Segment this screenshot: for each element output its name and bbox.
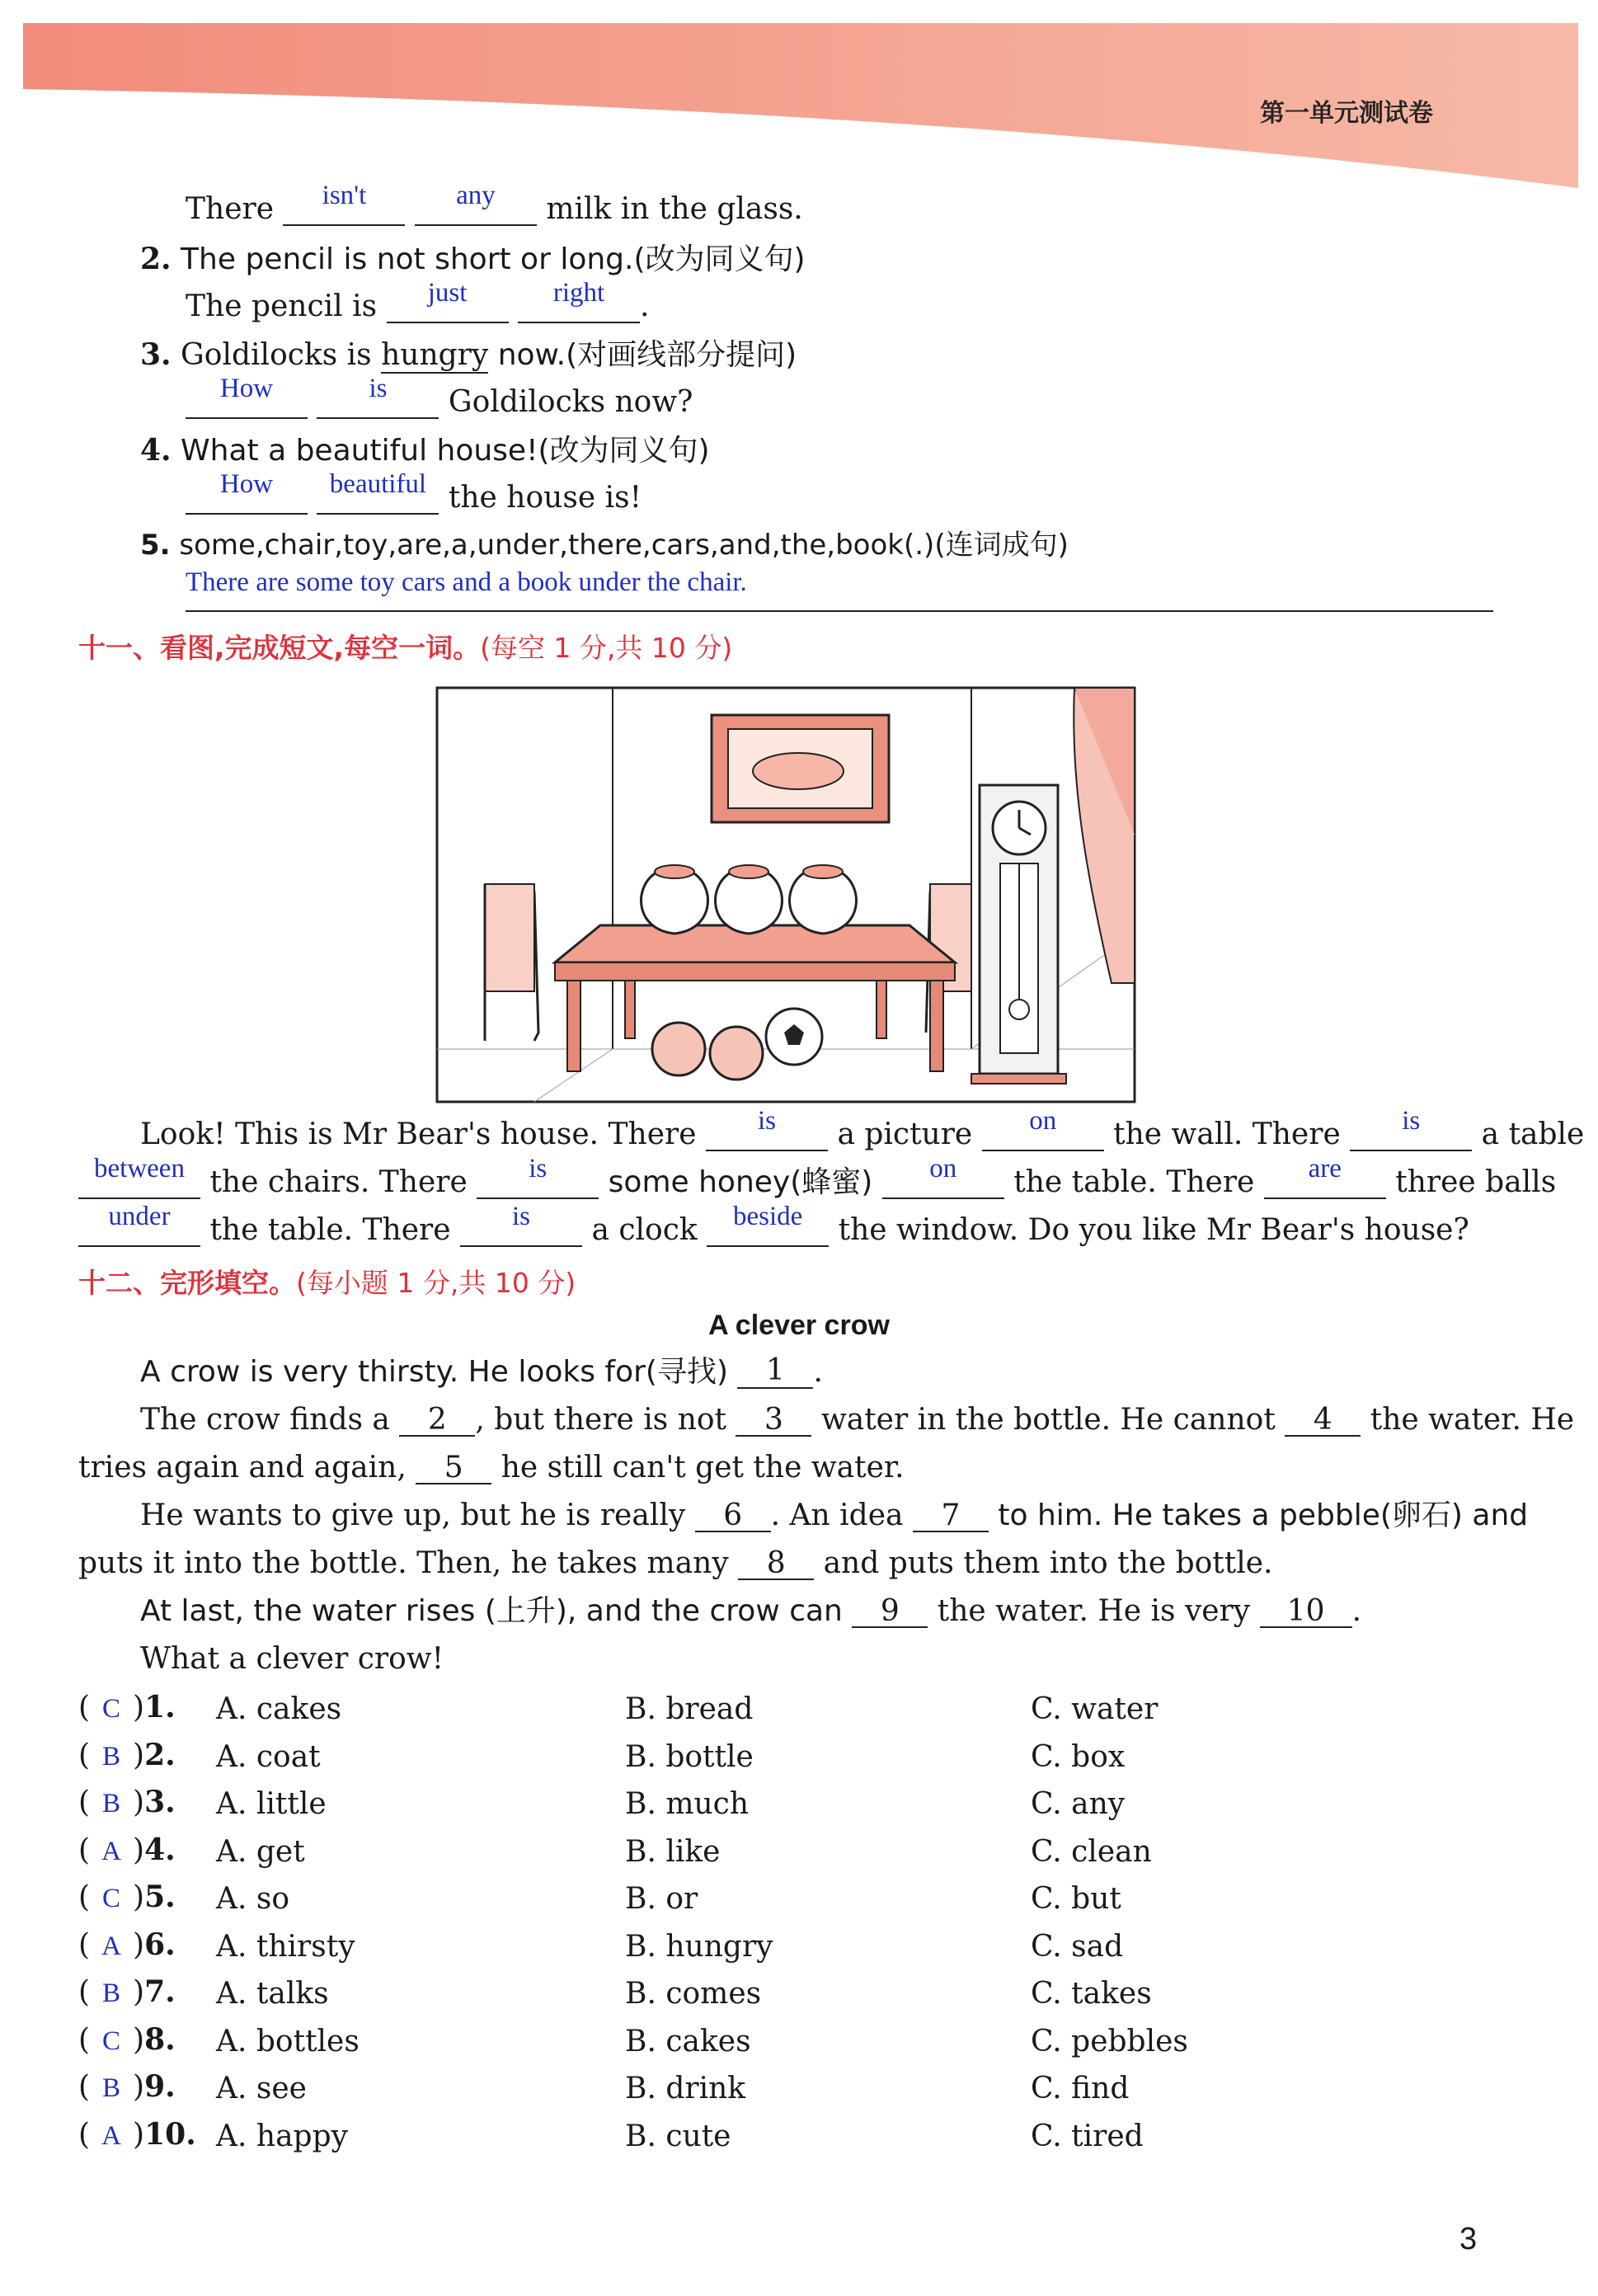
mc-question-row: ( C )1.	[78, 1690, 176, 1724]
blank-11-7: are	[1264, 1168, 1386, 1199]
section12-heading: 十二、完形填空。(每小题 1 分,共 10 分)	[78, 1267, 576, 1299]
mc-option-a: A. coat	[216, 1739, 321, 1774]
blank-q2-1: just	[387, 292, 509, 323]
story-p5: What a clever crow!	[140, 1642, 444, 1676]
section11-heading: 十一、看图,完成短文,每空一词。(每空 1 分,共 10 分)	[78, 632, 733, 664]
bear-house-illustration	[435, 686, 1136, 1103]
mc-answer: A	[101, 1836, 121, 1866]
mc-option-c: C. find	[1031, 2072, 1130, 2105]
mc-option-a: A. happy	[216, 2119, 348, 2153]
mc-option-b: B. drink	[625, 2072, 746, 2105]
mc-option-b: B. like	[625, 1834, 721, 1869]
mc-question-row: ( B )2.	[78, 1737, 176, 1772]
story-p2b: tries again and again, 5 he still can't get the water.	[78, 1451, 905, 1484]
mc-answer: B	[102, 1978, 121, 2008]
mc-option-b: B. much	[625, 1787, 750, 1821]
page-number: 3	[1459, 2222, 1478, 2256]
mc-answer: B	[102, 1741, 121, 1771]
rewrite-q4-answer: How beautiful the house is!	[186, 483, 642, 515]
blank-11-3: is	[1350, 1120, 1472, 1151]
mc-option-a: A. so	[216, 1882, 290, 1916]
mc-option-b: B. cute	[625, 2119, 731, 2153]
blank-11-4: between	[78, 1168, 200, 1199]
blank-12-4: 4	[1285, 1405, 1361, 1437]
blank-12-6: 6	[695, 1501, 771, 1532]
mc-answer: B	[102, 2073, 121, 2103]
rewrite-q3-answer: How is Goldilocks now?	[186, 388, 693, 419]
rewrite-q5-prompt: 5. some,chair,toy,are,a,under,there,cars,and,the,book(.)(连词成句)	[140, 529, 1069, 562]
blank-12-8: 8	[738, 1549, 814, 1580]
story-p4: At last, the water rises (上升), and the crow can 9 the water. He is very 10 .	[140, 1594, 1362, 1628]
rewrite-q0: There isn't any milk in the glass.	[186, 181, 803, 226]
story-p3: He wants to give up, but he is really 6 . An idea 7 to him. He takes a pebble(卵石) and	[140, 1499, 1529, 1532]
mc-option-c: C. any	[1031, 1787, 1126, 1821]
mc-option-b: B. or	[625, 1882, 698, 1916]
mc-question-row: ( B )9.	[78, 2069, 176, 2104]
blank-11-10: beside	[707, 1216, 829, 1247]
mc-option-a: A. thirsty	[216, 1929, 355, 1964]
mc-answer: C	[102, 1884, 121, 1913]
mc-option-a: A. little	[216, 1787, 327, 1821]
mc-option-a: A. get	[216, 1834, 305, 1869]
mc-answer: B	[102, 1789, 121, 1818]
blank-12-10: 10	[1260, 1597, 1352, 1628]
blank-11-1: is	[706, 1120, 828, 1151]
rewrite-q3-prompt: 3. Goldilocks is hungry now.(对画线部分提问)	[140, 337, 797, 372]
mc-option-b: B. hungry	[625, 1929, 773, 1964]
blank-12-2: 2	[399, 1405, 475, 1437]
rewrite-q5-answer-line: There are some toy cars and a book under the chair.	[186, 567, 1493, 612]
blank-12-3: 3	[736, 1405, 811, 1437]
mc-option-b: B. comes	[625, 1977, 762, 2011]
mc-option-c: C. but	[1031, 1882, 1121, 1916]
story-p1: A crow is very thirsty. He looks for(寻找) 1 .	[140, 1353, 823, 1389]
story-title: A clever crow	[708, 1310, 890, 1341]
story-p2: The crow finds a 2 , but there is not 3 water in the bottle. He cannot 4 the water. He	[140, 1403, 1575, 1437]
mc-option-c: C. tired	[1031, 2119, 1144, 2153]
story-p3b: puts it into the bottle. Then, he takes many 8 and puts them into the bottle.	[78, 1546, 1273, 1580]
mc-question-row: ( A )10.	[78, 2116, 196, 2152]
blank-11-2: on	[982, 1120, 1104, 1151]
blank-q0-1: isn't	[283, 195, 405, 226]
mc-option-b: B. bottle	[625, 1739, 754, 1774]
blank-12-1: 1	[737, 1357, 813, 1389]
blank-11-8: under	[78, 1216, 200, 1247]
blank-11-9: is	[460, 1216, 582, 1247]
rewrite-q2-prompt: 2. The pencil is not short or long.(改为同义句)	[140, 242, 806, 276]
section11-line1: Look! This is Mr Bear's house. There is a picture on the wall. There is a table	[140, 1106, 1585, 1151]
mc-answer: A	[101, 1931, 121, 1961]
mc-answer: A	[101, 2120, 121, 2151]
mc-option-c: C. water	[1031, 1692, 1159, 1726]
blank-12-9: 9	[852, 1597, 928, 1628]
mc-option-b: B. cakes	[625, 2024, 751, 2058]
mc-option-c: C. clean	[1031, 1834, 1152, 1869]
mc-option-c: C. pebbles	[1031, 2024, 1188, 2058]
rewrite-q4-prompt: 4. What a beautiful house!(改为同义句)	[140, 433, 710, 468]
blank-11-6: on	[882, 1168, 1004, 1199]
blank-q0-2: any	[415, 195, 537, 226]
mc-question-row: ( B )7.	[78, 1974, 176, 2009]
blank-12-7: 7	[913, 1501, 989, 1532]
mc-question-row: ( C )8.	[78, 2021, 176, 2057]
section11-line2: between the chairs. There is some honey(蜂蜜) on the table. There are three balls	[78, 1168, 1556, 1199]
mc-answer: C	[102, 1694, 121, 1724]
blank-q3-1: How	[186, 388, 308, 419]
blank-q3-2: is	[317, 388, 439, 419]
blank-q4-1: How	[186, 483, 308, 515]
mc-option-a: A. talks	[216, 1977, 329, 2011]
section11-line3: under the table. There is a clock beside the window. Do you like Mr Bear's house?	[78, 1216, 1469, 1247]
mc-option-a: A. see	[216, 2072, 307, 2105]
mc-option-c: C. box	[1031, 1739, 1126, 1774]
blank-q4-2: beautiful	[317, 483, 439, 515]
mc-question-row: ( C )5.	[78, 1880, 176, 1914]
blank-12-5: 5	[416, 1453, 491, 1484]
mc-question-row: ( A )4.	[78, 1832, 176, 1867]
mc-option-c: C. sad	[1031, 1929, 1124, 1964]
mc-option-c: C. takes	[1031, 1977, 1152, 2011]
mc-option-b: B. bread	[625, 1692, 754, 1726]
blank-11-5: is	[477, 1168, 599, 1199]
mc-option-a: A. bottles	[216, 2024, 360, 2058]
blank-q2-2: right	[518, 292, 640, 323]
rewrite-q2-answer: The pencil is just right .	[186, 278, 650, 323]
mc-question-row: ( B )3.	[78, 1785, 176, 1819]
mc-answer: C	[102, 2025, 121, 2056]
header-title: 第一单元测试卷	[1260, 99, 1433, 128]
mc-question-row: ( A )6.	[78, 1927, 176, 1962]
mc-option-a: A. cakes	[216, 1692, 342, 1726]
